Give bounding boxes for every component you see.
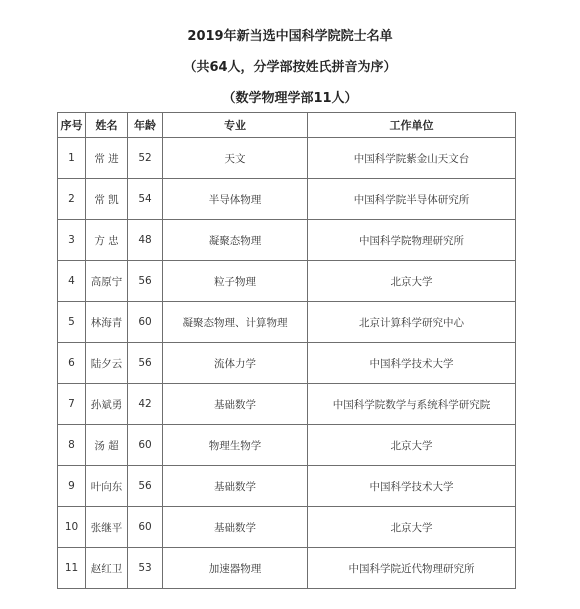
- cell-age: 42: [128, 384, 163, 425]
- cell-age: 56: [128, 466, 163, 507]
- table-row: [58, 302, 516, 343]
- cell-unit: 北京大学: [308, 261, 516, 302]
- cell-major: 天文: [163, 138, 308, 179]
- table-row: [58, 548, 516, 589]
- cell-age: 60: [128, 425, 163, 466]
- cell-age: 56: [128, 343, 163, 384]
- cell-unit: 中国科学技术大学: [308, 343, 516, 384]
- cell-no: 1: [58, 138, 86, 179]
- cell-unit: 中国科学院半导体研究所: [308, 179, 516, 220]
- cell-age: 60: [128, 302, 163, 343]
- cell-major: 基础数学: [163, 507, 308, 548]
- cell-name: 常 进: [86, 138, 128, 179]
- document-subtitle: （共64人，分学部按姓氏拼音为序）: [183, 60, 397, 75]
- table-row: [58, 507, 516, 548]
- cell-age: 54: [128, 179, 163, 220]
- table-row: [58, 425, 516, 466]
- header-no: 序号: [58, 113, 86, 138]
- table-row: [58, 138, 516, 179]
- cell-age: 53: [128, 548, 163, 589]
- header-age: 年龄: [128, 113, 163, 138]
- cell-no: 7: [58, 384, 86, 425]
- table-row: [58, 261, 516, 302]
- cell-major: 凝聚态物理: [163, 220, 308, 261]
- academician-table: [57, 112, 516, 589]
- cell-major: 粒子物理: [163, 261, 308, 302]
- cell-unit: 中国科学技术大学: [308, 466, 516, 507]
- cell-no: 5: [58, 302, 86, 343]
- cell-major: 物理生物学: [163, 425, 308, 466]
- cell-name: 张继平: [86, 507, 128, 548]
- cell-unit: 北京大学: [308, 507, 516, 548]
- cell-unit: 中国科学院近代物理研究所: [308, 548, 516, 589]
- cell-name: 林海青: [86, 302, 128, 343]
- cell-no: 11: [58, 548, 86, 589]
- cell-name: 方 忠: [86, 220, 128, 261]
- cell-name: 陆夕云: [86, 343, 128, 384]
- cell-age: 48: [128, 220, 163, 261]
- header-unit: 工作单位: [308, 113, 516, 138]
- cell-no: 2: [58, 179, 86, 220]
- document-title: 2019年新当选中国科学院院士名单: [187, 29, 393, 44]
- cell-name: 常 凯: [86, 179, 128, 220]
- header-major: 专业: [163, 113, 308, 138]
- cell-major: 加速器物理: [163, 548, 308, 589]
- table-row: [58, 179, 516, 220]
- cell-unit: 北京大学: [308, 425, 516, 466]
- cell-age: 60: [128, 507, 163, 548]
- cell-unit: 中国科学院紫金山天文台: [308, 138, 516, 179]
- cell-age: 56: [128, 261, 163, 302]
- cell-name: 汤 超: [86, 425, 128, 466]
- cell-major: 半导体物理: [163, 179, 308, 220]
- cell-no: 3: [58, 220, 86, 261]
- table-row: [58, 220, 516, 261]
- cell-major: 基础数学: [163, 384, 308, 425]
- cell-unit: 中国科学院数学与系统科学研究院: [308, 384, 516, 425]
- cell-no: 8: [58, 425, 86, 466]
- cell-age: 52: [128, 138, 163, 179]
- cell-no: 6: [58, 343, 86, 384]
- cell-name: 高原宁: [86, 261, 128, 302]
- cell-major: 凝聚态物理、计算物理: [163, 302, 308, 343]
- table-body: [58, 138, 516, 589]
- table-row: [58, 343, 516, 384]
- cell-unit: 北京计算科学研究中心: [308, 302, 516, 343]
- cell-major: 基础数学: [163, 466, 308, 507]
- cell-no: 10: [58, 507, 86, 548]
- header-name: 姓名: [86, 113, 128, 138]
- cell-name: 叶向东: [86, 466, 128, 507]
- table-row: [58, 466, 516, 507]
- table-header-row: [58, 113, 516, 138]
- cell-no: 9: [58, 466, 86, 507]
- cell-name: 赵红卫: [86, 548, 128, 589]
- table-row: [58, 384, 516, 425]
- cell-name: 孙斌勇: [86, 384, 128, 425]
- cell-unit: 中国科学院物理研究所: [308, 220, 516, 261]
- section-heading: （数学物理学部11人）: [222, 91, 358, 106]
- cell-no: 4: [58, 261, 86, 302]
- cell-major: 流体力学: [163, 343, 308, 384]
